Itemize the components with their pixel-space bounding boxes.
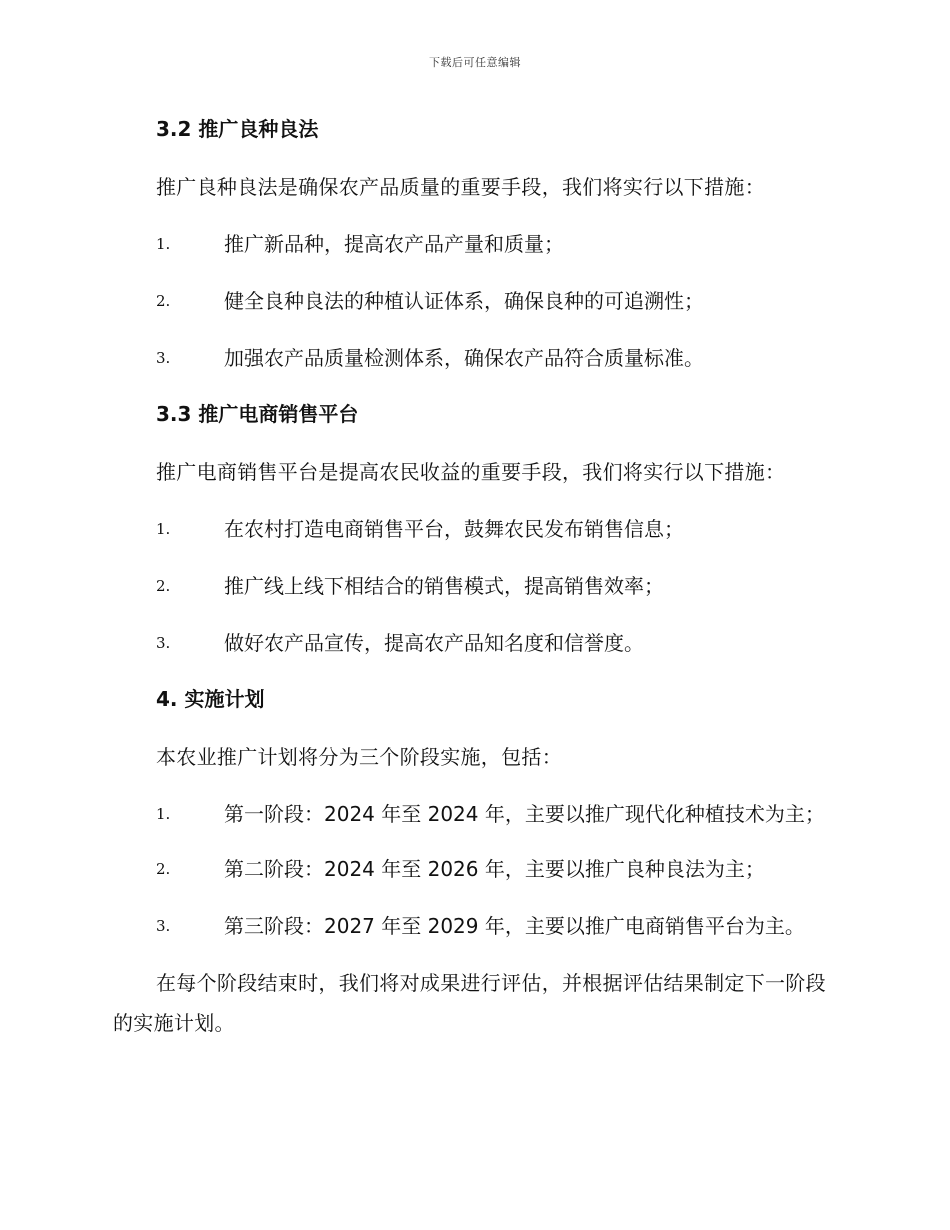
list-item-text: 第三阶段：2027 年至 2029 年，主要以推广电商销售平台为主。 xyxy=(224,914,805,938)
list-item xyxy=(113,849,838,889)
list-item xyxy=(113,623,838,663)
list-item-text: 第一阶段：2024 年至 2024 年，主要以推广现代化种植技术为主； xyxy=(224,802,825,826)
list-item xyxy=(113,794,838,834)
section-heading-3-3: 3.3 推广电商销售平台 xyxy=(156,402,359,426)
list-item-text: 在农村打造电商销售平台，鼓舞农民发布销售信息； xyxy=(224,517,684,541)
section-3-3-intro: 推广电商销售平台是提高农民收益的重要手段，我们将实行以下措施： xyxy=(156,460,786,484)
header-note: 下载后可任意编辑 xyxy=(429,56,521,69)
list-item xyxy=(113,906,838,946)
list-number: 3. xyxy=(156,634,171,652)
list-number: 1. xyxy=(156,235,171,253)
list-item xyxy=(113,224,838,264)
list-item xyxy=(113,281,838,321)
list-item xyxy=(113,338,838,378)
list-item-text: 第二阶段：2024 年至 2026 年，主要以推广良种良法为主； xyxy=(224,857,765,881)
document-body xyxy=(113,110,838,1061)
list-item-text: 加强农产品质量检测体系，确保农产品符合质量标准。 xyxy=(224,346,704,370)
list-number: 2. xyxy=(156,860,171,878)
list-number: 3. xyxy=(156,349,171,367)
list-number: 2. xyxy=(156,292,171,310)
list-item-text: 推广新品种，提高农产品产量和质量； xyxy=(224,232,564,256)
list-number: 1. xyxy=(156,805,171,823)
section-4-intro: 本农业推广计划将分为三个阶段实施，包括： xyxy=(156,745,562,769)
list-number: 3. xyxy=(156,917,171,935)
list-item xyxy=(113,566,838,606)
list-item-text: 健全良种良法的种植认证体系，确保良种的可追溯性； xyxy=(224,289,704,313)
list-item-text: 推广线上线下相结合的销售模式，提高销售效率； xyxy=(224,574,664,598)
section-heading-3-2: 3.2 推广良种良法 xyxy=(156,117,319,141)
list-item-text: 做好农产品宣传，提高农产品知名度和信誉度。 xyxy=(224,631,644,655)
section-4-closing: 在每个阶段结束时，我们将对成果进行评估，并根据评估结果制定下一阶段的实施计划。 xyxy=(113,971,826,1035)
list-item xyxy=(113,509,838,549)
list-number: 2. xyxy=(156,577,171,595)
section-heading-4: 4. 实施计划 xyxy=(156,687,265,711)
list-number: 1. xyxy=(156,520,171,538)
section-3-2-intro: 推广良种良法是确保农产品质量的重要手段，我们将实行以下措施： xyxy=(156,175,765,199)
